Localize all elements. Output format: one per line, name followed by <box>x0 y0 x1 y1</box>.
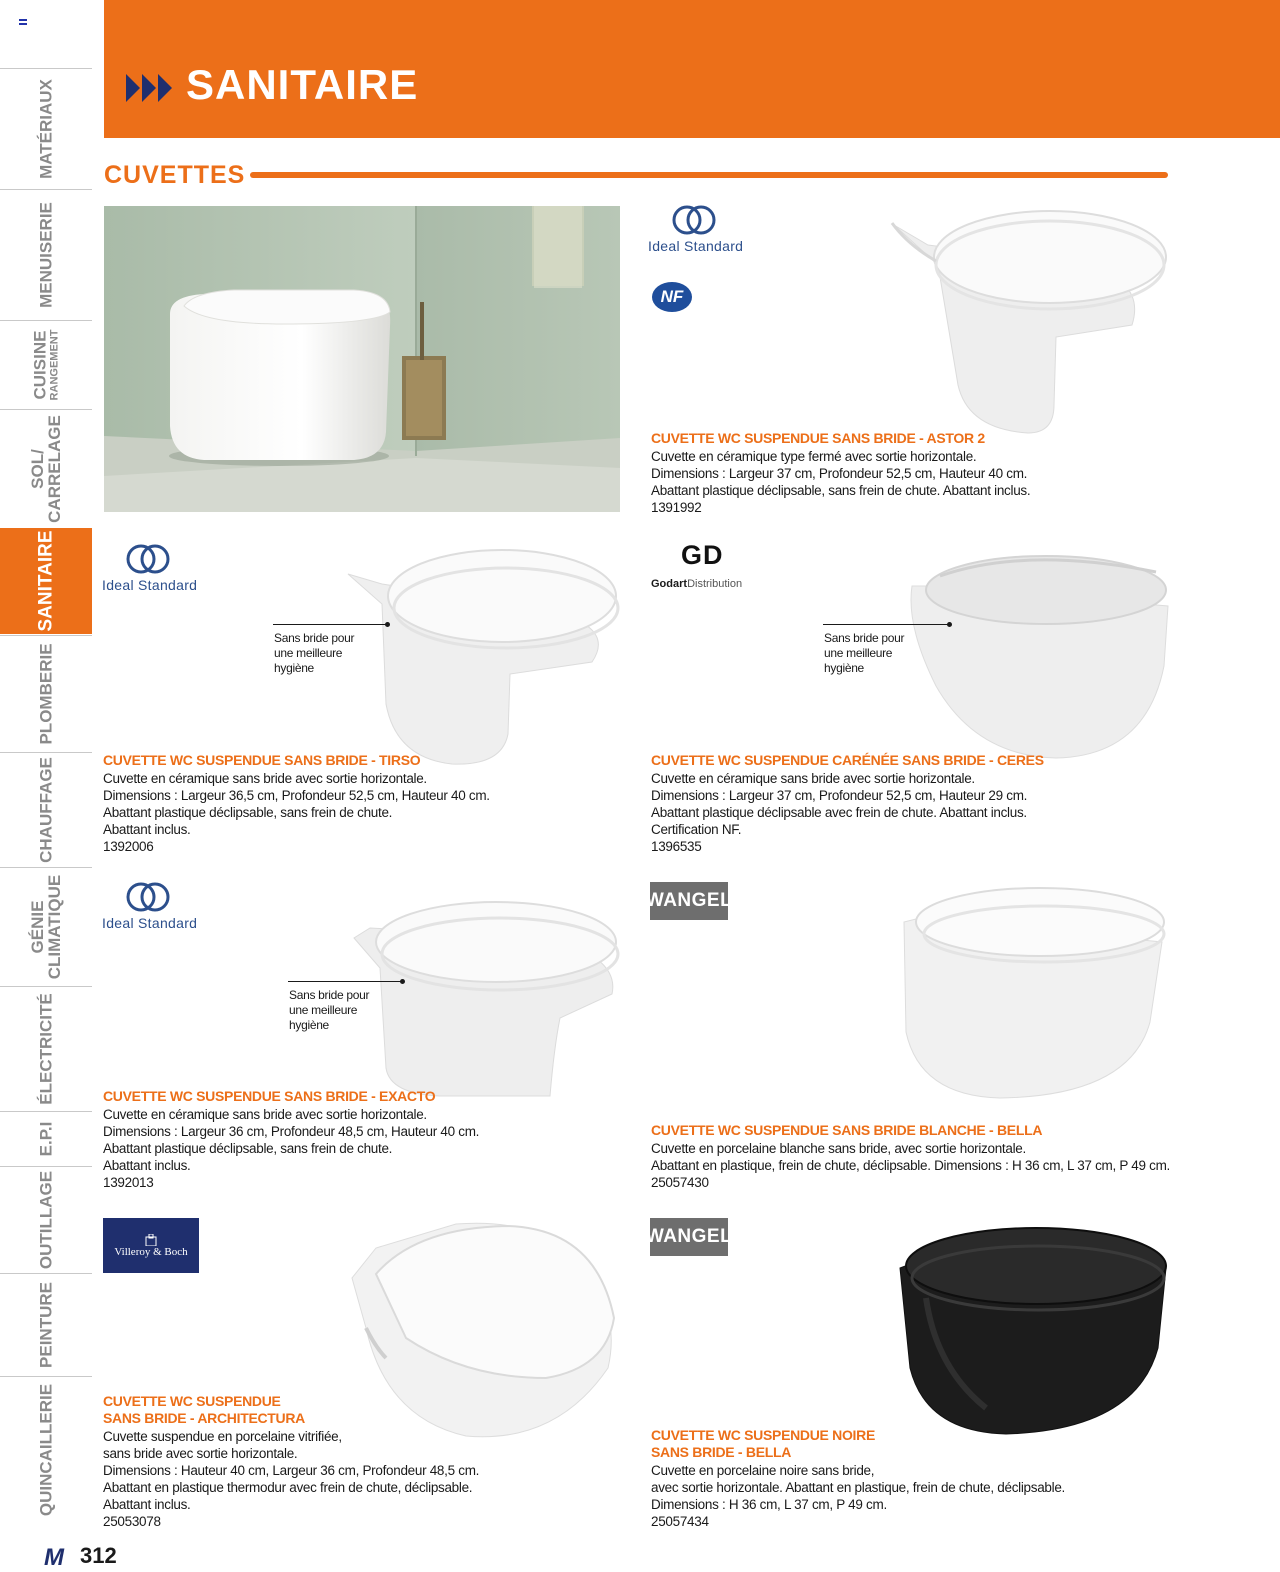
nf-certification-badge: NF <box>652 282 692 312</box>
product-title-astor: CUVETTE WC SUSPENDUE SANS BRIDE - ASTOR 2 <box>651 430 985 446</box>
brand-ideal-standard: Ideal Standard <box>102 577 198 593</box>
toilet-astor-image <box>888 205 1172 437</box>
sidebar-item-electricite[interactable] <box>0 986 92 1111</box>
brand-ideal-standard: Ideal Standard <box>648 238 744 254</box>
ideal-standard-logo-icon <box>124 543 172 575</box>
brand-villeroy-boch-logo <box>103 1218 199 1273</box>
castle-icon <box>144 1234 158 1246</box>
toilet-exacto-image <box>350 898 622 1098</box>
section-divider <box>250 172 1168 178</box>
sidebar-item-materiaux[interactable] <box>0 68 92 189</box>
flag-icon <box>19 19 27 25</box>
toilet-ceres-image <box>906 546 1172 760</box>
brand-wangel-logo: WANGEL <box>650 1218 728 1256</box>
sidebar-nav <box>0 0 92 1571</box>
sidebar-item-label: CUISINE <box>30 330 50 400</box>
description-line: Dimensions : Largeur 36 cm, Profondeur 48,5 cm, Hauteur 40 cm. <box>103 1124 480 1139</box>
callout-pointer <box>823 624 949 625</box>
product-title-exacto: CUVETTE WC SUSPENDUE SANS BRIDE - EXACTO <box>103 1088 436 1104</box>
description-line: Abattant en plastique, frein de chute, déclipsable. Dimensions : H 36 cm, L 37 cm, P 49 cm. <box>651 1158 1170 1173</box>
sidebar-item-sol-carrelage[interactable] <box>0 409 92 528</box>
sidebar-item-label: E.P.I <box>36 1121 56 1157</box>
description-line: avec sortie horizontale. Abattant en plastique, frein de chute, déclipsable. <box>651 1480 1065 1495</box>
product-description-exacto <box>103 1106 479 1191</box>
brand-m-logo: M <box>44 1544 64 1571</box>
product-title-architectura <box>103 1393 305 1427</box>
toilet-bella-white-image <box>900 882 1172 1100</box>
description-line: Cuvette en céramique sans bride avec sortie horizontale. <box>103 771 427 786</box>
callout-line-text: Sans bride pour <box>824 631 905 645</box>
page-number: 312 <box>80 1543 117 1568</box>
callout-dot <box>947 622 952 627</box>
product-title-bella-noire <box>651 1427 875 1461</box>
sidebar-item-genie-climatique[interactable] <box>0 867 92 986</box>
product-description-architectura <box>103 1428 479 1530</box>
callout-tirso <box>274 631 354 676</box>
sidebar-item-label: PLOMBERIE <box>36 643 56 745</box>
sidebar-item-label: OUTILLAGE <box>36 1170 56 1270</box>
callout-dot <box>385 622 390 627</box>
sidebar-item-label: GÉNIE <box>28 900 47 954</box>
brand-godart-distribution <box>651 578 742 590</box>
sidebar-item-label: SOL/ <box>28 449 47 489</box>
sidebar-item-cuisine[interactable] <box>0 320 92 409</box>
sidebar-item-quincaillerie[interactable] <box>0 1376 92 1523</box>
callout-exacto <box>289 988 369 1033</box>
product-description-bella-noire <box>651 1462 1065 1530</box>
description-line: Abattant plastique déclipsable, sans frein de chute. <box>103 1141 393 1156</box>
ideal-standard-logo-icon <box>124 881 172 913</box>
product-description-tirso <box>103 770 490 855</box>
brand-name: Villeroy & Boch <box>114 1245 188 1258</box>
description-line: Abattant inclus. <box>103 1158 191 1173</box>
description-line: Dimensions : Largeur 37 cm, Profondeur 52,5 cm, Hauteur 29 cm. <box>651 788 1028 803</box>
title-line: SANS BRIDE - BELLA <box>651 1444 792 1460</box>
toilet-tirso-image <box>342 544 622 770</box>
callout-line-text: Sans bride pour <box>274 631 355 645</box>
sidebar-item-label: QUINCAILLERIE <box>36 1383 56 1517</box>
callout-line-text: une meilleure <box>289 1003 358 1017</box>
description-line: Dimensions : H 36 cm, L 37 cm, P 49 cm. <box>651 1497 887 1512</box>
sidebar-item-sanitaire[interactable] <box>0 528 92 634</box>
product-reference: 1396535 <box>651 839 702 854</box>
description-line: Dimensions : Largeur 36,5 cm, Profondeur 52,5 cm, Hauteur 40 cm. <box>103 788 490 803</box>
callout-line-text: une meilleure <box>824 646 893 660</box>
brand-name-part: Godart <box>651 578 688 590</box>
description-line: Abattant plastique déclipsable, sans frein de chute. Abattant inclus. <box>651 483 1031 498</box>
sidebar-item-label: ÉLECTRICITÉ <box>36 993 56 1105</box>
sidebar-item-label: CHAUFFAGE <box>36 757 56 863</box>
sidebar-item-sublabel: CARRELAGE <box>45 415 64 523</box>
chevron-arrows-icon <box>126 72 174 104</box>
product-description-astor <box>651 448 1030 516</box>
callout-pointer <box>273 624 387 625</box>
product-reference: 1391992 <box>651 500 702 515</box>
product-reference: 25057434 <box>651 1514 709 1529</box>
description-line: Certification NF. <box>651 822 742 837</box>
title-line: SANS BRIDE - ARCHITECTURA <box>103 1410 305 1426</box>
callout-line-text: hygiène <box>274 661 314 675</box>
description-line: sans bride avec sortie horizontale. <box>103 1446 298 1461</box>
bathroom-photo <box>104 206 620 512</box>
description-line: Abattant en plastique thermodur avec frein de chute, déclipsable. <box>103 1480 473 1495</box>
brand-gd-logo: GD <box>681 540 724 570</box>
description-line: Cuvette en porcelaine noire sans bride, <box>651 1463 875 1478</box>
description-line: Dimensions : Hauteur 40 cm, Largeur 36 cm, Profondeur 48,5 cm. <box>103 1463 480 1478</box>
description-line: Cuvette en céramique type fermé avec sortie horizontale. <box>651 449 977 464</box>
callout-ceres <box>824 631 904 676</box>
sidebar-item-label: SANITAIRE <box>35 530 57 632</box>
sidebar-item-menuiserie[interactable] <box>0 189 92 320</box>
product-title-ceres: CUVETTE WC SUSPENDUE CARÉNÉE SANS BRIDE - CERES <box>651 752 1044 768</box>
description-line: Cuvette en céramique sans bride avec sortie horizontale. <box>103 1107 427 1122</box>
description-line: Abattant inclus. <box>103 1497 191 1512</box>
sidebar-item-sublabel: RANGEMENT <box>48 329 61 401</box>
toilet-bella-black-image <box>896 1218 1172 1436</box>
sidebar-item-label: PEINTURE <box>36 1282 56 1368</box>
product-description-ceres <box>651 770 1027 855</box>
description-line: Cuvette suspendue en porcelaine vitrifiée, <box>103 1429 342 1444</box>
title-line: CUVETTE WC SUSPENDUE NOIRE <box>651 1427 876 1443</box>
sidebar-item-label: MATÉRIAUX <box>36 79 56 179</box>
brand-ideal-standard: Ideal Standard <box>102 915 198 931</box>
product-title-bella-blanche: CUVETTE WC SUSPENDUE SANS BRIDE BLANCHE - BELLA <box>651 1122 1043 1138</box>
sidebar-item-epi[interactable] <box>0 1111 92 1166</box>
brand-wangel-logo: WANGEL <box>650 882 728 920</box>
sidebar-item-label: MENUISERIE <box>36 202 56 308</box>
page-title: SANITAIRE <box>186 61 419 108</box>
sidebar-item-plomberie[interactable] <box>0 635 92 752</box>
description-line: Abattant plastique déclipsable, sans frein de chute. <box>103 805 393 820</box>
callout-dot <box>400 979 405 984</box>
description-line: Dimensions : Largeur 37 cm, Profondeur 52,5 cm, Hauteur 40 cm. <box>651 466 1028 481</box>
title-line: CUVETTE WC SUSPENDUE <box>103 1393 281 1409</box>
product-reference: 25053078 <box>103 1514 161 1529</box>
toilet-architectura-image <box>346 1218 622 1444</box>
description-line: Abattant plastique déclipsable avec frein de chute. Abattant inclus. <box>651 805 1027 820</box>
sidebar-item-sublabel: CLIMATIQUE <box>45 874 64 980</box>
section-title: CUVETTES <box>104 161 246 189</box>
callout-line-text: une meilleure <box>274 646 343 660</box>
product-title-tirso: CUVETTE WC SUSPENDUE SANS BRIDE - TIRSO <box>103 752 421 768</box>
sidebar-item-chauffage[interactable] <box>0 752 92 867</box>
description-line: Cuvette en porcelaine blanche sans bride, avec sortie horizontale. <box>651 1141 1026 1156</box>
sidebar-item-peinture[interactable] <box>0 1273 92 1376</box>
callout-line-text: hygiène <box>289 1018 329 1032</box>
ideal-standard-logo-icon <box>670 204 718 236</box>
description-line: Cuvette en céramique sans bride avec sortie horizontale. <box>651 771 975 786</box>
product-reference: 25057430 <box>651 1175 709 1190</box>
description-line: Abattant inclus. <box>103 822 191 837</box>
callout-line-text: hygiène <box>824 661 864 675</box>
callout-pointer <box>288 981 402 982</box>
sidebar-item-outillage[interactable] <box>0 1166 92 1273</box>
product-reference: 1392013 <box>103 1175 154 1190</box>
product-reference: 1392006 <box>103 839 154 854</box>
product-description-bella-blanche <box>651 1140 1170 1191</box>
brand-name-part: Distribution <box>687 578 743 590</box>
callout-line-text: Sans bride pour <box>289 988 370 1002</box>
